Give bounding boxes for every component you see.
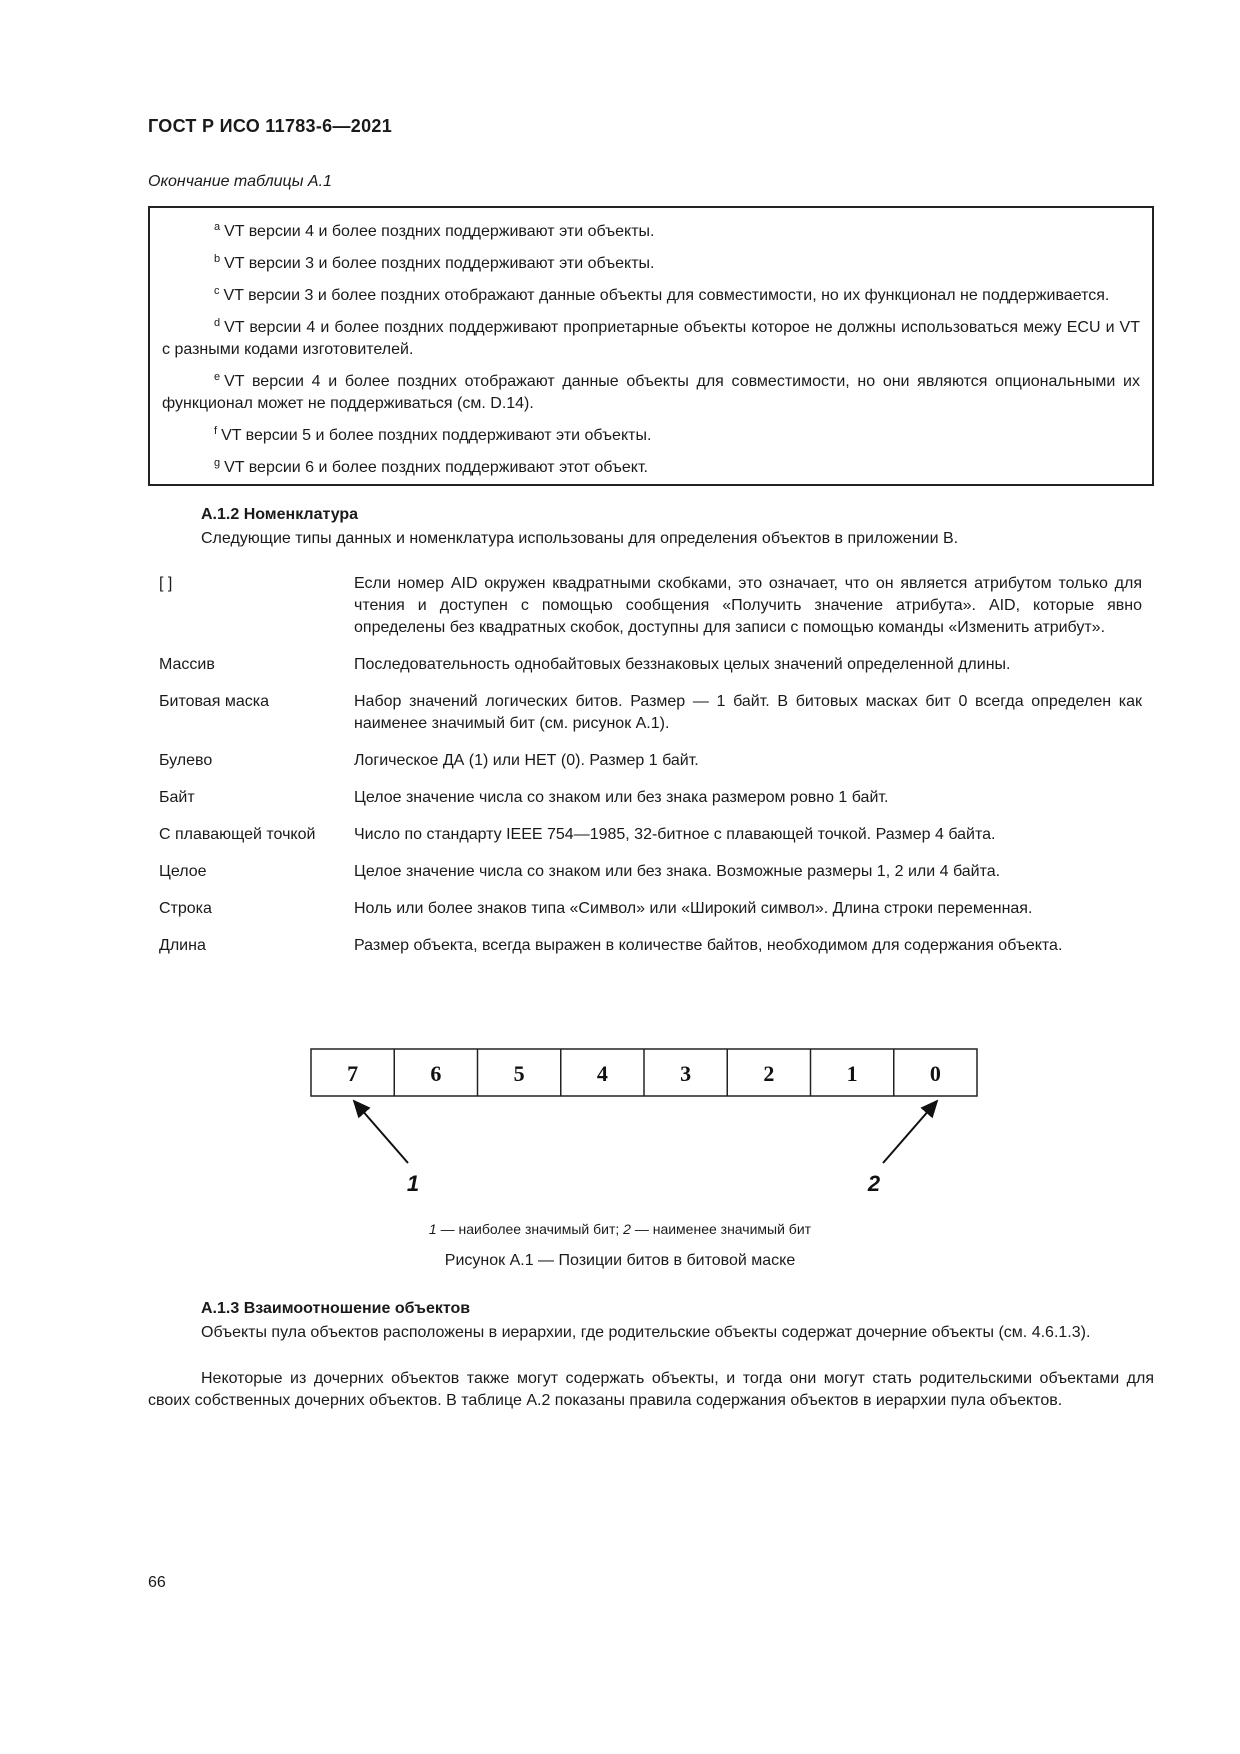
lsb-arrow [883,1101,937,1163]
nomenclature-list [148,573,1154,972]
bit-mask-figure [0,1045,1240,1215]
callout-2-label: 2 [867,1171,881,1196]
note-text: VT версии 5 и более поздних поддерживают эти объекты. [221,427,652,444]
bit-cell-label: 0 [929,1061,941,1086]
bit-cell-label: 2 [763,1061,775,1086]
section-a13-title: А.1.3 Взаимоотношение объектов [201,1300,471,1317]
nomenclature-row [148,898,1154,920]
table-note [162,452,1140,479]
nomenclature-row [148,573,1154,639]
bit-cell-label: 5 [513,1061,525,1086]
callout-1-label: 1 [406,1171,420,1196]
page-number: 66 [148,1574,166,1591]
nomenclature-row [148,750,1154,772]
document-header: ГОСТ Р ИСО 11783-6—2021 [148,116,393,136]
nomenclature-term: Булево [159,752,213,769]
table-note [162,366,1140,415]
nomenclature-definition: Целое значение числа со знаком или без знака. Возможные размеры 1, 2 или 4 байта. [354,863,1001,880]
nomenclature-definition: Размер объекта, всегда выражен в количестве байтов, необходимом для содержания объекта. [354,937,1063,954]
nomenclature-definition: Последовательность однобайтовых беззнаковых целых значений определенной длины. [354,656,1011,673]
bit-cell-label: 1 [846,1061,858,1086]
note-text: VT версии 4 и более поздних поддерживают эти объекты. [224,223,655,240]
figure-legend [0,1221,1240,1237]
figure-caption: Рисунок А.1 — Позиции битов в битовой маске [444,1252,796,1269]
legend-text: — наименее значимый бит [630,1221,812,1237]
bit-cell-label: 7 [347,1061,359,1086]
nomenclature-definition: Логическое ДА (1) или НЕТ (0). Размер 1 байт. [354,752,699,769]
nomenclature-row [148,654,1154,676]
nomenclature-term: Строка [159,900,212,917]
note-text: VT версии 4 и более поздних поддерживают проприетарные объекты которое не должны использоваться межу ECU и VT с разными кодами изготовителей. [162,319,1140,358]
table-note [162,248,1140,275]
section-a13-paragraph: Объекты пула объектов расположены в иерархии, где родительские объекты содержат дочерние объекты (см. 4.6.1.3). [201,1324,1091,1341]
nomenclature-row [148,861,1154,883]
table-note [162,312,1140,361]
nomenclature-term: Целое [159,863,207,880]
note-mark: c [214,285,220,297]
legend-text: — наиболее значимый бит; [436,1221,624,1237]
nomenclature-term: [ ] [159,575,173,592]
table-notes-box [148,206,1154,486]
msb-arrow [354,1101,408,1163]
bit-cell-label: 3 [680,1061,692,1086]
nomenclature-definition: Число по стандарту IEEE 754—1985, 32-битное с плавающей точкой. Размер 4 байта. [354,826,996,843]
section-a12-intro: Следующие типы данных и номенклатура использованы для определения объектов в приложении В. [201,530,959,547]
note-mark: d [214,317,221,329]
note-text: VT версии 4 и более поздних отображают данные объекты для совместимости, но они являются опциональными их функционал может не поддерживаться (см. D.14). [162,373,1140,412]
nomenclature-row [148,787,1154,809]
note-mark: g [214,457,221,469]
nomenclature-definition: Ноль или более знаков типа «Символ» или «Широкий символ». Длина строки переменная. [354,900,1033,917]
table-note [162,280,1140,307]
note-mark: f [214,425,218,437]
nomenclature-term: Байт [159,789,195,806]
nomenclature-row [148,691,1154,735]
nomenclature-term: С плавающей точкой [159,826,316,843]
note-mark: b [214,253,221,265]
nomenclature-definition: Набор значений логических битов. Размер — 1 байт. В битовых масках бит 0 всегда определен как наименее значимый бит (см. рисунок А.1). [354,693,1142,732]
note-text: VT версии 6 и более поздних поддерживают этот объект. [224,459,648,476]
note-mark: e [214,371,221,383]
legend-num: 1 [428,1221,437,1237]
table-continuation-label: Окончание таблицы А.1 [148,173,332,190]
bit-cell-label: 6 [430,1061,442,1086]
nomenclature-row [148,824,1154,846]
nomenclature-term: Битовая маска [159,693,269,710]
note-mark: a [214,221,221,233]
section-a13-paragraph: Некоторые из дочерних объектов также могут содержать объекты, и тогда они могут стать родительскими объектами для своих собственных дочерних объектов. В таблице А.2 показаны правила содержания объектов в иерархии пула объектов. [148,1370,1154,1409]
nomenclature-term: Массив [159,656,215,673]
table-note [162,420,1140,447]
nomenclature-term: Длина [159,937,206,954]
section-a12-title: А.1.2 Номенклатура [201,506,359,523]
table-note [162,216,1140,243]
bit-cell-label: 4 [596,1061,608,1086]
nomenclature-definition: Целое значение числа со знаком или без знака размером ровно 1 байт. [354,789,889,806]
legend-num: 2 [623,1221,631,1237]
nomenclature-definition: Если номер AID окружен квадратными скобками, это означает, что он является атрибутом только для чтения и доступен с помощью сообщения «Получить значение атрибута». AID, которые явно определены без квадратных скобок, доступны для записи с помощью команды «Изменить атрибут». [354,575,1143,636]
nomenclature-row [148,935,1154,957]
note-text: VT версии 3 и более поздних отображают данные объекты для совместимости, но их функционал не поддерживается. [223,287,1110,304]
note-text: VT версии 3 и более поздних поддерживают эти объекты. [224,255,655,272]
